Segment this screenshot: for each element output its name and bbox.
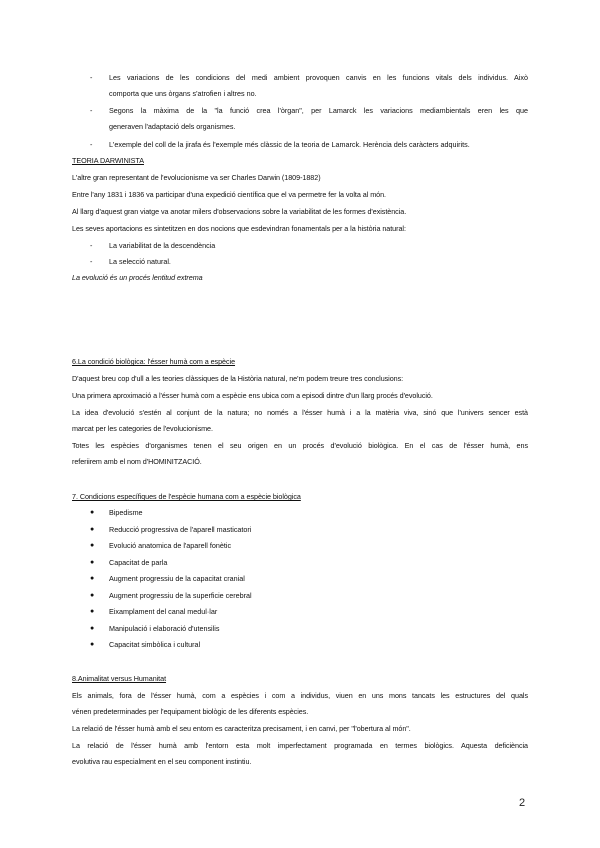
paragraph: La relació de l'ésser humà amb l'entorn esta molt imperfectament programada en termes biològics. Aquesta deficiència	[72, 741, 528, 750]
list-item-text: generaven l'adaptació dels organismes.	[109, 122, 236, 131]
bullet-icon: ●	[90, 592, 95, 599]
list-marker: -	[90, 106, 93, 115]
paragraph: Una primera aproximació a l'ésser humà com a espècie ens ubica com a episodi dintre d'un llarg procés d'evolució.	[72, 391, 433, 400]
paragraph: La evolució és un procés lentitud extrema	[72, 273, 203, 282]
page-number: 2	[519, 797, 526, 809]
bullet-icon: ●	[90, 641, 95, 648]
paragraph: L'altre gran representant de l'evolucionisme va ser Charles Darwin (1809-1882)	[72, 173, 321, 182]
list-item-text: La selecció natural.	[109, 257, 171, 266]
bullet-icon: ●	[90, 608, 95, 615]
paragraph: D'aquest breu cop d'ull a les teories clàssiques de la Història natural, ne'm podem treure tres conclusions:	[72, 374, 404, 383]
list-item-text: comporta que uns òrgans s'atrofien i altres no.	[109, 89, 257, 98]
list-item-text: La variabilitat de la descendència	[109, 241, 216, 250]
bullet-icon: ●	[90, 526, 95, 533]
document-page: - Les variacions de les condicions del medi ambient provoquen canvis en les funcions vitals dels individus. Això comporta que uns òrgans s'atrofien i altres no. - Segons la màxima de la "la funció crea l'òrgan", per Lamarck les variacions mediambientals eren les que generaven l'adaptació dels organismes. - L'exemple del coll de la jirafa és l'exemple més clàssic de la teoria de Lamarck. Herència dels caràcters adquirits. TEORIA DARWINISTA L'altre gran representant de l'evolucionisme va ser Charles Darwin (1809-1882) Entre l'any 1831 i 1836 va participar d'una expedició científica que el va permetre fer la volta al món. Al llarg d'aquest gran viatge va anotar milers d'observacions sobre la variabilitat de les formes d'existència. Les seves aportacions es sintetitzen en dos nocions que esdevindran fonamentals per a la història natural: - La variabilitat de la descendència - La selecció natural. La evolució és un procés lentitud extrema 6.La condició biològica: l'ésser humà com a espècie D'aquest breu cop d'ull a les teories clàssiques de la Història natural, ne'm podem treure tres conclusions: Una primera aproximació a l'ésser humà com a espècie ens ubica com a episodi dintre d'un llarg procés d'evolució. La idea d'evolució s'estén al conjunt de la natura; no només a l'ésser humà i a la matèria viva, sinó que l'univers sencer està marcat per les categories de l'evolucionisme. Totes les espècies d'organismes tenen el seu origen en un procés d'evolució biològica. En el cas de l'ésser humà, ens referiirem amb el nom d'HOMINITZACIÓ. 7. Condicions específiques de l'espècie humana com a espècie biològica ● Bipedisme ● Reducció progressiva de l'aparell masticatori ● Evolució anatomica de l'aparell fonètic ● Capacitat de parla ● Augment progressiu de la capacitat cranial ● Augment progressiu de la superficie cerebral ● Eixamplament del canal medul·lar ● Manipulació i elaboració d'utensilis ● Capacitat simbòlica i cultural 8.Animalitat versus Humanitat Els animals, fora de l'ésser humà, com a espècies i com a individus, viuen en uns mons tancats les estructures del quals vénen predeterminades per l'equipament biològic de les diferents espècies. La relació de l'ésser humà amb el seu entorn es caracteritza precisament, i en canvi, per "l'obertura al món". La relació de l'ésser humà amb l'entorn esta molt imperfectament programada en termes biològics. Aquesta deficiència evolutiva rau especialment en el seu component instintiu. 2	[72, 73, 528, 809]
paragraph: evolutiva rau especialment en el seu component instintiu.	[72, 757, 252, 766]
paragraph: vénen predeterminades per l'equipament biològic de les diferents espècies.	[72, 707, 309, 716]
paragraph: Les seves aportacions es sintetitzen en dos nocions que esdevindran fonamentals per a la història natural:	[72, 224, 406, 233]
list-marker: -	[90, 73, 93, 82]
paragraph: Al llarg d'aquest gran viatge va anotar milers d'observacions sobre la variabilitat de les formes d'existència.	[72, 207, 407, 216]
paragraph: La idea d'evolució s'estén al conjunt de la natura; no només a l'ésser humà i a la matèria viva, sinó que l'univers sencer està	[72, 408, 528, 417]
bullet-icon: ●	[90, 575, 95, 582]
list-item-text: Segons la màxima de la "la funció crea l'òrgan", per Lamarck les variacions mediambientals eren les que	[109, 106, 528, 115]
paragraph: Els animals, fora de l'ésser humà, com a espècies i com a individus, viuen en uns mons tancats les estructures del quals	[72, 691, 528, 700]
paragraph: marcat per les categories de l'evolucionisme.	[72, 424, 213, 433]
list-marker: -	[90, 140, 93, 149]
paragraph: La relació de l'ésser humà amb el seu entorn es caracteritza precisament, i en canvi, per "l'obertura al món".	[72, 724, 411, 733]
paragraph: Entre l'any 1831 i 1836 va participar d'una expedició científica que el va permetre fer la volta al món.	[72, 190, 386, 199]
bullet-icon: ●	[90, 542, 95, 549]
section-heading: 6.La condició biològica: l'ésser humà com a espècie	[72, 357, 236, 366]
list-item-text: Les variacions de les condicions del medi ambient provoquen canvis en les funcions vitals dels individus. Això	[109, 73, 528, 82]
section-heading: 7. Condicions específiques de l'espècie humana com a espècie biològica	[72, 492, 301, 501]
bullet-icon: ●	[90, 625, 95, 632]
list-item-text: L'exemple del coll de la jirafa és l'exemple més clàssic de la teoria de Lamarck. Herència dels caràcters adquirits.	[109, 140, 470, 149]
bullet-icon: ●	[90, 509, 95, 516]
section-heading: 8.Animalitat versus Humanitat	[72, 674, 167, 683]
bullet-icon: ●	[90, 559, 95, 566]
paragraph: Totes les espècies d'organismes tenen el seu origen en un procés d'evolució biològica. En el cas de l'ésser humà, ens	[72, 441, 528, 450]
paragraph: referiirem amb el nom d'HOMINITZACIÓ.	[72, 457, 202, 466]
section-heading: TEORIA DARWINISTA	[72, 156, 144, 165]
